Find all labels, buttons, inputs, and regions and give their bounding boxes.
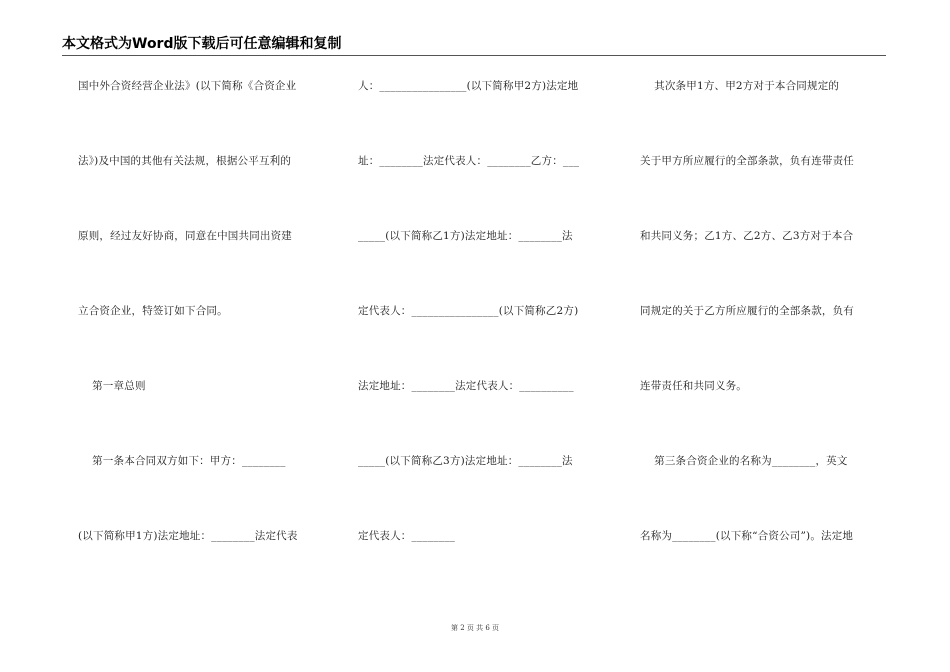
chapter-heading: 第一章总则 xyxy=(78,380,146,392)
text-line: (以下简称甲1方)法定地址：________法定代表 xyxy=(78,530,298,542)
text-line: _____(以下简称乙3方)法定地址：________法 xyxy=(358,455,573,467)
text-line: 法定地址：________法定代表人：__________ xyxy=(358,380,574,392)
header-title: 本文格式为Word版下载后可任意编辑和复制 xyxy=(62,36,342,52)
text-line: _____(以下简称乙1方)法定地址：________法 xyxy=(358,230,573,242)
text-line: 关于甲方所应履行的全部条款，负有连带责任 xyxy=(640,155,854,167)
text-line: 第三条合资企业的名称为________，英文 xyxy=(640,455,848,467)
text-line: 其次条甲1方、甲2方对于本合同规定的 xyxy=(640,80,840,92)
text-line: 定代表人：________________(以下简称乙2方) xyxy=(358,305,579,317)
text-line: 原则，经过友好协商，同意在中国共同出资建 xyxy=(78,230,292,242)
text-line: 第一条本合同双方如下：甲方：________ xyxy=(78,455,286,467)
text-line: 址：________法定代表人：________乙方：___ xyxy=(358,155,580,167)
text-line: 和共同义务；乙1方、乙2方、乙3方对于本合 xyxy=(640,230,854,242)
text-line: 立合资企业，特签订如下合同。 xyxy=(78,305,228,317)
text-line: 人：________________(以下简称甲2方)法定地 xyxy=(358,80,579,92)
text-line: 定代表人：________ xyxy=(358,530,456,542)
text-line: 国中外合资经营企业法》(以下简称《合资企业 xyxy=(78,80,297,92)
text-line: 连带责任和共同义务。 xyxy=(640,380,747,392)
text-line: 法》)及中国的其他有关法规，根据公平互利的 xyxy=(78,155,292,167)
page-header xyxy=(62,35,886,56)
page-number-footer: 第 2 页 共 6 页 xyxy=(450,624,500,632)
text-line: 名称为________(以下称“合资公司”)。法定地 xyxy=(640,530,854,542)
text-line: 同规定的关于乙方所应履行的全部条款，负有 xyxy=(640,305,854,317)
